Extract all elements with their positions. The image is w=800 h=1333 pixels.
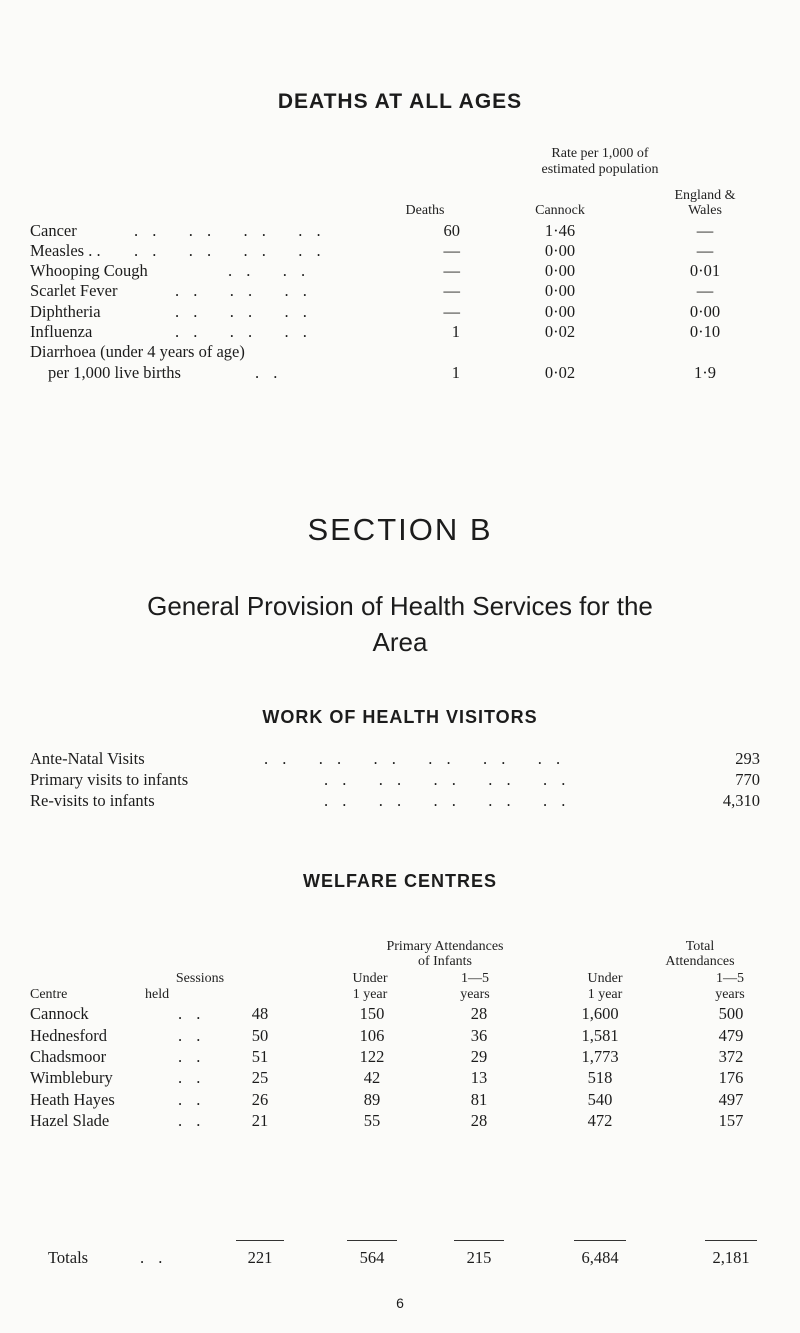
- centre-row-total-under: 1,773: [581, 1047, 619, 1066]
- visit-count: 770: [735, 770, 760, 789]
- cannock-rate: 0·00: [544, 302, 576, 321]
- dot-leader: . . . . . . . .: [134, 221, 326, 240]
- primary-1-year-header: 1 year: [352, 987, 388, 1002]
- centre-row-sessions: 25: [251, 1068, 269, 1087]
- england-wales-rate: —: [696, 281, 714, 300]
- section-b-title: SECTION B: [307, 512, 493, 547]
- totals-sessions: 221: [247, 1248, 273, 1267]
- wales-col-header: Wales: [688, 203, 722, 218]
- total-years-header: years: [715, 987, 745, 1002]
- deaths-title: DEATHS AT ALL AGES: [277, 90, 523, 113]
- centre-row-primary-1-5: 28: [470, 1004, 488, 1023]
- deaths-value: —: [443, 281, 460, 300]
- centre-row-sessions: 51: [251, 1047, 269, 1066]
- dot-leader: . .: [178, 1026, 206, 1045]
- death-cause-label: Diarrhoea (under 4 years of age): [30, 342, 245, 361]
- centre-row-total-1-5: 157: [718, 1111, 744, 1130]
- dot-leader: . . . . . . . . . .: [324, 770, 571, 789]
- centre-row-sessions: 21: [251, 1111, 269, 1130]
- welfare-centres-title: WELFARE CENTRES: [302, 871, 497, 891]
- dot-leader: . . . . . . . . . . . .: [264, 749, 566, 768]
- dot-leader: . .: [178, 1090, 206, 1109]
- centre-row-centre: Hazel Slade: [30, 1111, 110, 1130]
- centre-row-sessions: 48: [251, 1004, 269, 1023]
- england-wales-rate: 0·00: [689, 302, 721, 321]
- cannock-rate: 0·02: [544, 363, 576, 382]
- total-1-5-header: 1—5: [716, 971, 744, 986]
- centre-row-total-under: 1,581: [581, 1026, 619, 1045]
- centre-row-sessions: 26: [251, 1090, 269, 1109]
- health-visitors-title: WORK OF HEALTH VISITORS: [262, 707, 538, 727]
- dot-leader: . . . . . .: [175, 302, 312, 321]
- dot-leader: . . . . . .: [175, 281, 312, 300]
- primary-under-header: Under: [352, 971, 388, 986]
- centre-row-primary-under: 42: [363, 1068, 381, 1087]
- death-cause-label: Diphtheria: [30, 302, 101, 321]
- centre-row-centre: Cannock: [30, 1004, 89, 1023]
- death-cause-label: per 1,000 live births: [48, 363, 181, 382]
- primary-under-total-rule: [347, 1240, 397, 1241]
- deaths-value: 1: [451, 363, 460, 382]
- centre-row-total-under: 518: [587, 1068, 613, 1087]
- page-number: 6: [396, 1295, 404, 1311]
- total-1-year-header: 1 year: [587, 987, 623, 1002]
- visit-type-label: Re-visits to infants: [30, 791, 155, 810]
- england-wales-rate: —: [696, 221, 714, 240]
- deaths-value: —: [443, 261, 460, 280]
- centre-header: Centre: [30, 987, 68, 1002]
- of-infants-header: of Infants: [417, 954, 473, 969]
- primary-attendances-header: Primary Attendances: [386, 939, 504, 954]
- attendances-header: Attendances: [665, 954, 735, 969]
- primary-1-5-header: 1—5: [461, 971, 489, 986]
- totals-total-1-5: 2,181: [712, 1248, 750, 1267]
- total-under-header: Under: [587, 971, 623, 986]
- cannock-rate: 0·02: [544, 322, 576, 341]
- total-1-5-total-rule: [705, 1240, 757, 1241]
- sessions-total-rule: [236, 1240, 284, 1241]
- dot-leader: . .: [178, 1068, 206, 1087]
- centre-row-total-1-5: 500: [718, 1004, 744, 1023]
- cannock-rate: 0·00: [544, 261, 576, 280]
- centre-row-primary-under: 150: [359, 1004, 385, 1023]
- centre-row-total-1-5: 372: [718, 1047, 744, 1066]
- dot-leader: . .: [178, 1004, 206, 1023]
- england-wales-rate: —: [696, 241, 714, 260]
- centre-row-sessions: 50: [251, 1026, 269, 1045]
- deaths-value: 60: [443, 221, 460, 240]
- totals-total-under: 6,484: [581, 1248, 619, 1267]
- deaths-value: —: [443, 302, 460, 321]
- total-header: Total: [685, 939, 715, 954]
- centre-row-centre: Wimblebury: [30, 1068, 113, 1087]
- cannock-rate: 0·00: [544, 241, 576, 260]
- dot-leader: . . . . . . . . . .: [324, 791, 571, 810]
- dot-leader: . .: [178, 1111, 206, 1130]
- england-wales-rate: 0·10: [689, 322, 721, 341]
- dot-leader: . . . . . .: [175, 322, 312, 341]
- centre-row-primary-1-5: 36: [470, 1026, 488, 1045]
- centre-row-total-under: 472: [587, 1111, 613, 1130]
- death-cause-label: Scarlet Fever: [30, 281, 118, 300]
- england-wales-rate: [650, 342, 760, 362]
- visit-type-label: Primary visits to infants: [30, 770, 189, 789]
- centre-row-centre: Chadsmoor: [30, 1047, 107, 1066]
- visit-type-label: Ante-Natal Visits: [30, 749, 145, 768]
- centre-row-total-1-5: 176: [718, 1068, 744, 1087]
- centre-row-centre: Hednesford: [30, 1026, 107, 1045]
- centre-row-primary-1-5: 81: [470, 1090, 488, 1109]
- centre-row-primary-1-5: 13: [470, 1068, 488, 1087]
- subtitle-line-1: General Provision of Health Services for the: [147, 591, 653, 621]
- dot-leader: . .: [178, 1047, 206, 1066]
- england-wales-rate: 0·01: [689, 261, 721, 280]
- section-b-subtitle: [0, 588, 800, 660]
- death-cause-label: Measles . .: [30, 241, 101, 260]
- deaths-col-header: Deaths: [405, 203, 445, 218]
- centre-row-primary-1-5: 29: [470, 1047, 488, 1066]
- totals-label: Totals: [48, 1248, 89, 1267]
- visit-count: 4,310: [722, 791, 760, 810]
- primary-years-header: years: [460, 987, 490, 1002]
- centre-row-primary-under: 89: [363, 1090, 381, 1109]
- totals-primary-under: 564: [359, 1248, 385, 1267]
- centre-row-primary-under: 122: [359, 1047, 385, 1066]
- centre-row-primary-under: 55: [363, 1111, 381, 1130]
- death-cause-label: Whooping Cough: [30, 261, 148, 280]
- centre-row-total-1-5: 497: [718, 1090, 744, 1109]
- centre-row-total-1-5: 479: [718, 1026, 744, 1045]
- cannock-rate: 1·46: [544, 221, 576, 240]
- death-cause-label: Cancer: [30, 221, 77, 240]
- held-header: held: [145, 987, 170, 1002]
- centre-row-centre: Heath Hayes: [30, 1090, 115, 1109]
- primary-1-5-total-rule: [454, 1240, 504, 1241]
- subtitle-line-2: Area: [372, 627, 428, 657]
- dot-leader: . .: [140, 1248, 168, 1267]
- rate-header-line1: Rate per 1,000 of: [551, 146, 649, 161]
- death-cause-label: Influenza: [30, 322, 93, 341]
- england-wales-rate: 1·9: [694, 363, 716, 382]
- visit-count: 293: [735, 749, 760, 768]
- dot-leader: . . . . . . . .: [134, 241, 326, 260]
- cannock-rate: [510, 342, 610, 362]
- centre-row-primary-1-5: 28: [470, 1111, 488, 1130]
- cannock-col-header: Cannock: [535, 203, 585, 218]
- rate-header-line2: estimated population: [541, 162, 659, 177]
- centre-row-total-under: 1,600: [581, 1004, 619, 1023]
- deaths-value: [400, 342, 460, 362]
- sessions-header: Sessions: [175, 971, 225, 986]
- dot-leader: . . . .: [228, 261, 311, 280]
- deaths-value: 1: [451, 322, 460, 341]
- totals-primary-1-5: 215: [466, 1248, 492, 1267]
- cannock-rate: 0·00: [544, 281, 576, 300]
- total-under-total-rule: [574, 1240, 626, 1241]
- england-header: England &: [674, 188, 736, 203]
- dot-leader: . .: [255, 363, 283, 382]
- centre-row-total-under: 540: [587, 1090, 613, 1109]
- centre-row-primary-under: 106: [359, 1026, 385, 1045]
- deaths-value: —: [443, 241, 460, 260]
